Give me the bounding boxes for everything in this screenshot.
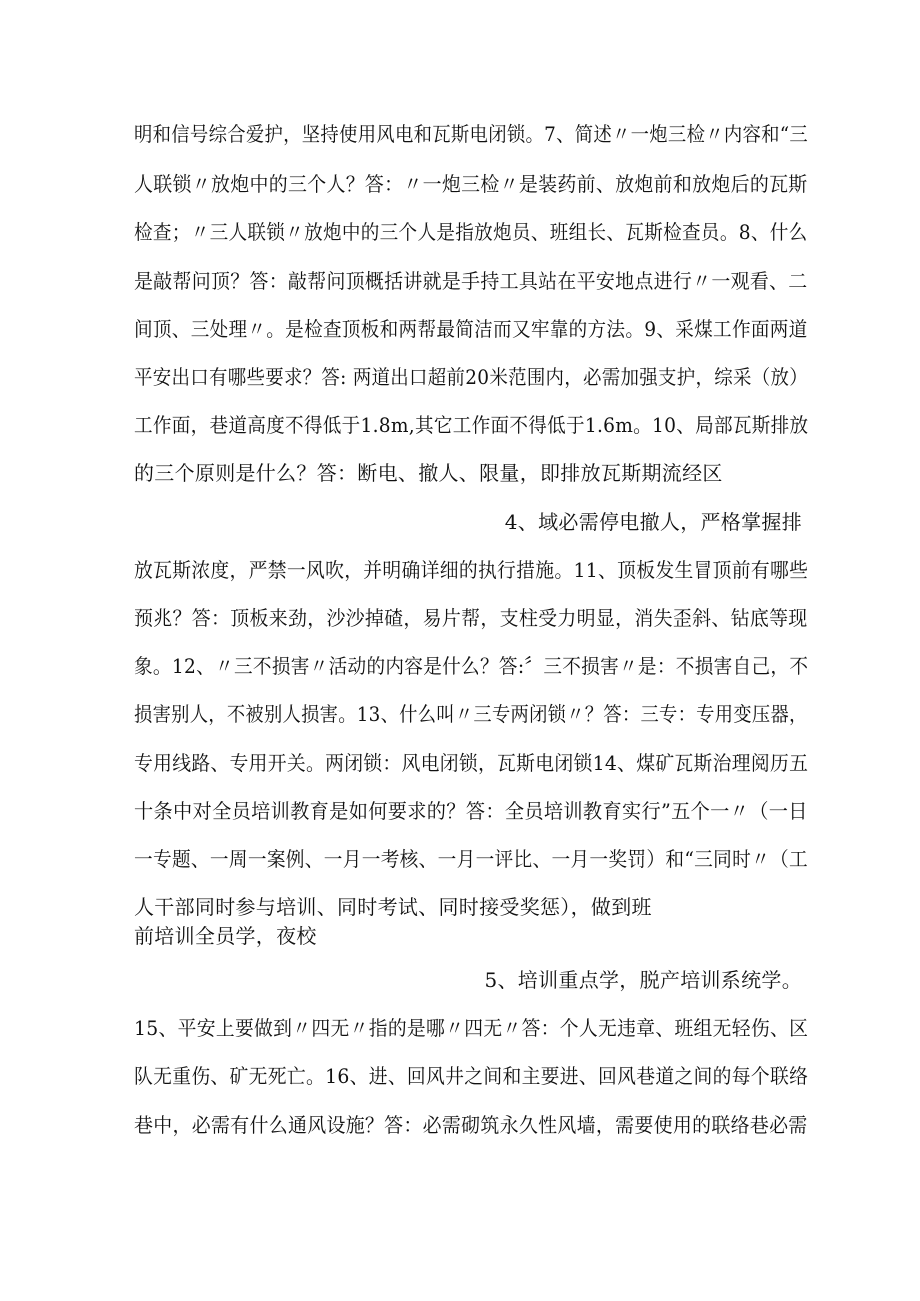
text-line: 队无重伤、矿无死亡。16、进、回风井之间和主要进、回风巷道之间的每个联络: [134, 1064, 809, 1088]
text-line: 间顶、三处理〃。是检查顶板和两帮最简洁而又牢靠的方法。9、采煤工作面两道: [134, 317, 808, 341]
text-line: 5、培训重点学，脱产培训系统学。: [484, 968, 802, 992]
text-line: 15、平安上要做到〃四无〃指的是哪〃四无〃答：个人无违章、班组无轻伤、区: [134, 1016, 809, 1040]
text-line: 巷中，必需有什么通风设施？答：必需砌筑永久性风墙，需要使用的联络巷必需: [134, 1113, 808, 1137]
text-line: 象。12、〃三不损害〃活动的内容是什么？答:〞三不损害〃是：不损害自己，不: [134, 654, 809, 678]
text-line: 明和信号综合爱护，坚持使用风电和瓦斯电闭锁。7、简述〃一炮三检〃内容和“三: [134, 122, 809, 146]
text-line: 放瓦斯浓度，严禁一风吹，并明确详细的执行措施。11、顶板发生冒顶前有哪些: [134, 558, 809, 582]
text-line: 十条中对全员培训教育是如何要求的？答：全员培训教育实行”五个一〃（一日: [134, 799, 808, 823]
text-line: 的三个原则是什么？答：断电、撤人、限量，即排放瓦斯期流经区: [134, 461, 723, 485]
text-line: 预兆？答：顶板来劲，沙沙掉碴，易片帮，支柱受力明显，消失歪斜、钻底等现: [134, 606, 808, 630]
text-line: 工作面，巷道高度不得低于1.8m,其它工作面不得低于1.6m。10、局部瓦斯排放: [134, 413, 809, 437]
text-line: 人联锁〃放炮中的三个人？答：〃一炮三检〃是装药前、放炮前和放炮后的瓦斯: [134, 172, 808, 196]
text-line: 前培训全员学，夜校: [134, 924, 317, 948]
text-line: 一专题、一周一案例、一月一考核、一月一评比、一月一奖罚）和“三同时〃（工: [134, 847, 809, 871]
text-line: 人干部同时参与培训、同时考试、同时接受奖惩），做到班: [134, 895, 652, 919]
text-line: 是敲帮问顶？答：敲帮问顶概括讲就是手持工具站在平安地点进行〃一观看、二: [134, 269, 808, 293]
text-line: 专用线路、专用开关。两闭锁：风电闭锁，瓦斯电闭锁14、煤矿瓦斯治理阅历五: [134, 751, 809, 775]
text-line: 4、域必需停电撤人，严格掌握排: [504, 510, 802, 534]
text-line: 平安出口有哪些要求？答: 两道出口超前20米范围内，必需加强支护，综采（放）: [134, 365, 808, 389]
text-line: 检查；〃三人联锁〃放炮中的三个人是指放炮员、班组长、瓦斯检查员。8、什么: [134, 220, 808, 244]
text-line: 损害别人，不被别人损害。13、什么叫〃三专两闭锁〃？答：三专：专用变压器，: [134, 702, 808, 726]
